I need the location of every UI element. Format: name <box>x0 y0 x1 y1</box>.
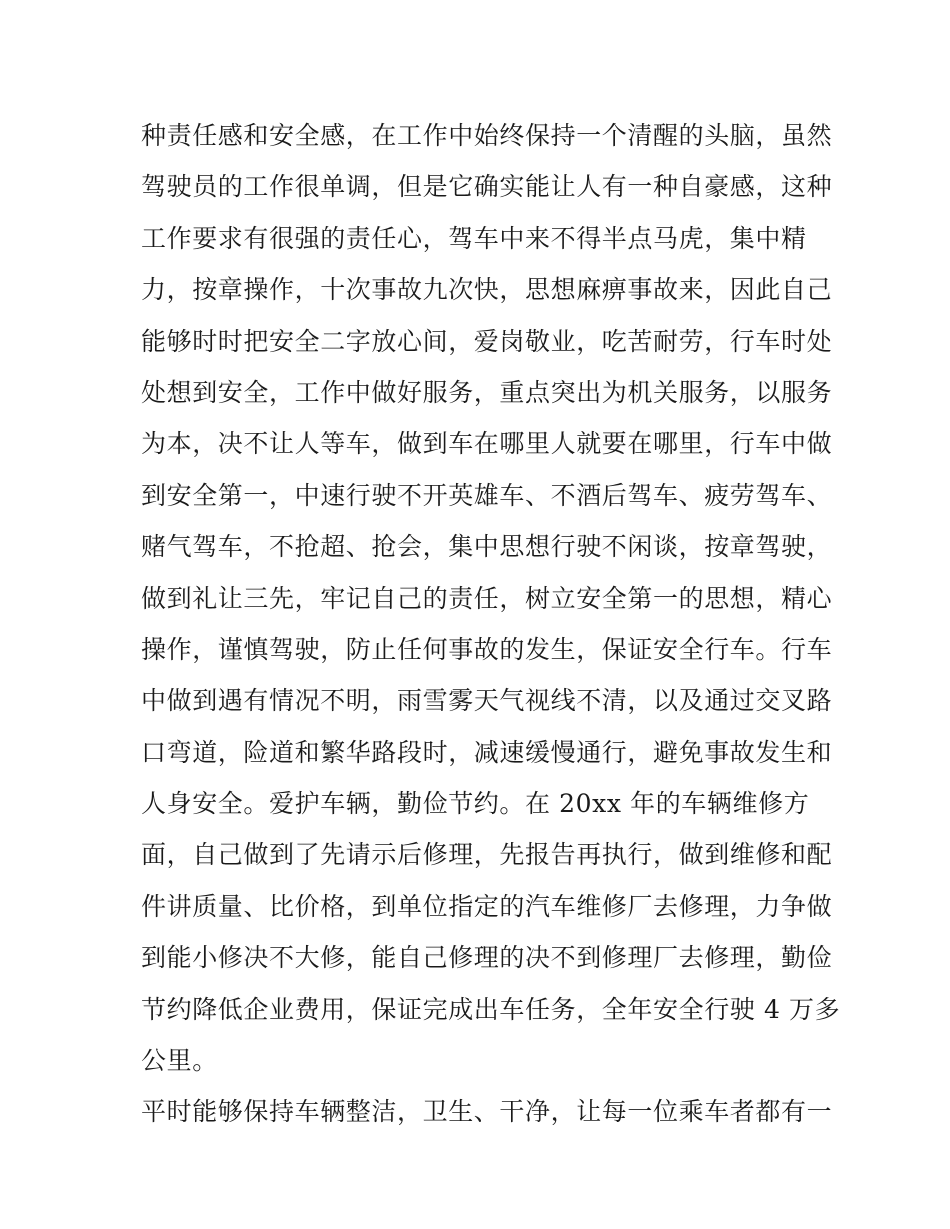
text-line: 能够时时把安全二字放心间，爱岗敬业，吃苦耐劳，行车时处 <box>141 326 833 356</box>
body-text <box>141 110 841 1138</box>
text-line: 面，自己做到了先请示后修理，先报告再执行，做到维修和配 <box>141 840 833 870</box>
text-line: 赌气驾车，不抢超、抢会，集中思想行驶不闲谈，按章驾驶， <box>141 532 833 562</box>
text-line: 处想到安全，工作中做好服务，重点突出为机关服务，以服务 <box>141 377 833 407</box>
text-line: 中做到遇有情况不明，雨雪雾天气视线不清，以及通过交叉路 <box>141 686 833 716</box>
text-line: 工作要求有很强的责任心，驾车中来不得半点马虎，集中精 <box>141 223 807 253</box>
text-line: 力，按章操作，十次事故九次快，思想麻痹事故来，因此自己 <box>141 275 833 305</box>
text-line: 为本，决不让人等车，做到车在哪里人就要在哪里，行车中做 <box>141 429 833 459</box>
text-line: 驾驶员的工作很单调，但是它确实能让人有一种自豪感，这种 <box>141 172 833 202</box>
text-line: 到安全第一，中速行驶不开英雄车、不酒后驾车、疲劳驾车、 <box>141 480 833 510</box>
text-line: 操作，谨慎驾驶，防止任何事故的发生，保证安全行车。行车 <box>141 634 833 664</box>
text-line: 节约降低企业费用，保证完成出车任务，全年安全行驶 4 万多 <box>141 994 841 1024</box>
text-line: 口弯道，险道和繁华路段时，减速缓慢通行，避免事故发生和 <box>141 737 833 767</box>
text-line: 种责任感和安全感，在工作中始终保持一个清醒的头脑，虽然 <box>141 121 833 150</box>
text-line: 人身安全。爱护车辆，勤俭节约。在 20xx 年的车辆维修方 <box>141 789 810 819</box>
text-line: 做到礼让三先，牢记自己的责任，树立安全第一的思想，精心 <box>141 583 833 613</box>
text-line: 件讲质量、比价格，到单位指定的汽车维修厂去修理，力争做 <box>141 891 833 921</box>
text-line: 公里。 <box>141 1046 218 1076</box>
text-line: 平时能够保持车辆整洁，卫生、干净，让每一位乘车者都有一 <box>141 1097 833 1127</box>
text-line: 到能小修决不大修，能自己修理的决不到修理厂去修理，勤俭 <box>141 943 833 973</box>
